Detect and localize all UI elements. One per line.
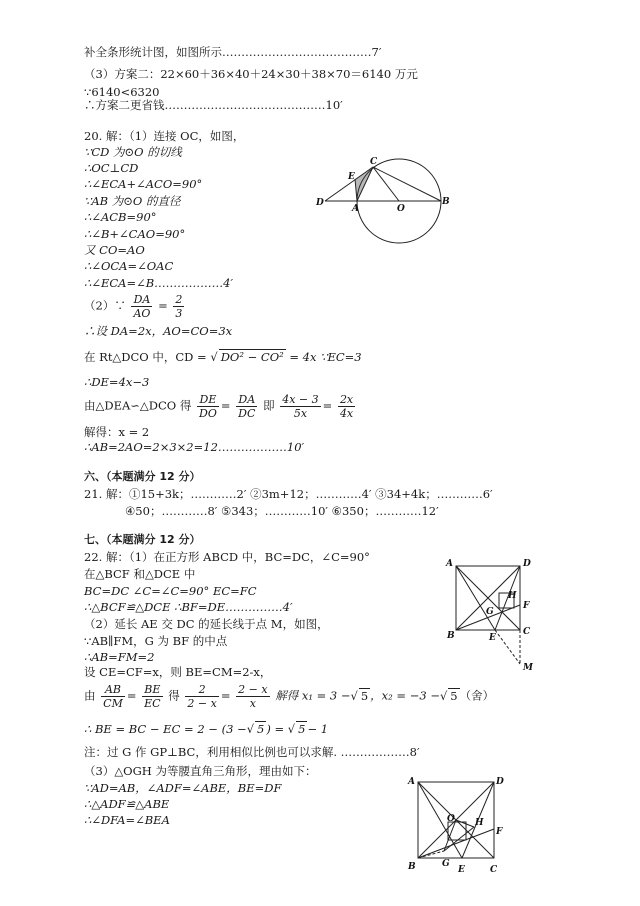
label: G <box>442 859 450 869</box>
label: F <box>523 601 530 611</box>
question-20-heading: 20. 解：（1）连接 OC，如图， <box>84 129 245 143</box>
section-7-heading: 七、（本题满分 12 分） <box>84 533 201 546</box>
text-line: ∴∠OCA=∠OAC <box>84 259 174 273</box>
label: A <box>446 559 453 569</box>
label: H <box>475 818 484 828</box>
similar-triangles-line: 由△DEA∽△DCO 得 $\frac{DE}{DO}$ = $\frac{DA}{DC}$ 即 $\frac{4x - 3}{5x}$ = $\frac{2x}{4x}$ <box>84 393 354 420</box>
label: O <box>447 814 455 824</box>
dashed-extension <box>495 630 520 664</box>
text-line: 又 CO=AO <box>84 243 145 257</box>
label: E <box>458 865 465 875</box>
text-line: 补全条形统计图，如图所示…………………………………7′ <box>84 45 382 59</box>
label: B <box>408 862 416 872</box>
segment <box>456 820 474 827</box>
ratio-line: （2）∵ $\frac{DA}{AO}$ = $\frac{2}{3}$ <box>84 293 183 320</box>
text-line: ∵AB 为⊙O 的直径 <box>84 194 181 208</box>
text-line: ∴设 DA=2x，AO=CO=3x <box>84 324 233 338</box>
label: C <box>523 627 531 637</box>
text-line: 注：过 G 作 GP⊥BC，利用相似比例也可以求解. ………………8′ <box>84 745 420 759</box>
text-line: 在△BCF 和△DCE 中 <box>84 567 196 581</box>
label: M <box>523 663 533 673</box>
label: H <box>508 591 517 601</box>
text-line: ∴∠DFA=∠BEA <box>84 813 170 827</box>
figure-circle-tangent <box>310 150 470 250</box>
segment <box>373 167 441 201</box>
label: D <box>496 777 504 787</box>
text-line: ∵AB∥FM，G 为 BF 的中点 <box>84 634 228 648</box>
segment <box>456 566 495 630</box>
label: O <box>397 204 405 214</box>
text-line: ∴∠ACB=90° <box>84 210 157 224</box>
text-line: ④50；…………8′ ⑤343；…………10′ ⑥350；…………12′ <box>125 504 439 518</box>
shaded-triangle <box>355 167 373 201</box>
text-line: ∴∠ECA+∠ACO=90° <box>84 177 203 191</box>
text-line: ∴△BCF≌△DCE ∴BF=DE……………4′ <box>84 600 293 614</box>
text-line: ∵6140<6320 <box>84 85 160 99</box>
text-line: ∴∠ECA=∠B………………4′ <box>84 276 234 290</box>
text-line: ∴AB=FM=2 <box>84 650 155 664</box>
text-line: 解得：x = 2 <box>84 425 150 439</box>
text-line: ∵AD=AB，∠ADF=∠ABE，BE=DF <box>84 781 282 795</box>
solve-line: 由 $\frac{AB}{CM}$ = $\frac{BE}{EC}$ 得 $\frac{2}{2 - x}$ = $\frac{2 - x}{x}$ 解得 x₁ = 3 −√ 5 ，x₂ = −3 −√ 5 （舍） <box>84 683 495 710</box>
label: B <box>442 197 450 207</box>
text-line: ∴OC⊥CD <box>84 161 139 175</box>
label: C <box>370 157 378 167</box>
text-line: ∴∠B+∠CAO=90° <box>84 227 186 241</box>
label: C <box>490 865 498 875</box>
text-line: 22. 解：（1）在正方形 ABCD 中，BC=DC，∠C=90° <box>84 550 370 564</box>
text-line: BC=DC ∠C=∠C=90° EC=FC <box>84 584 257 598</box>
label: D <box>523 559 531 569</box>
section-6-heading: 六、（本题满分 12 分） <box>84 470 201 483</box>
pythagoras-line: 在 Rt△DCO 中，CD = √ DO² − CO² = 4x ∵EC=3 <box>84 350 362 364</box>
text-line: ∴AB=2AO=2×3×2=12………………10′ <box>84 440 305 454</box>
text-line: （3）方案二：22×60＋36×40＋24×30＋38×70＝6140 万元 <box>84 67 418 81</box>
segment <box>373 167 399 201</box>
text-line: （3）△OGH 为等腰直角三角形，理由如下： <box>84 764 317 778</box>
text-line: ∴方案二更省钱……………………………………10′ <box>84 98 343 112</box>
label: D <box>316 198 324 208</box>
text-line: 设 CE=CF=x，则 BE=CM=2-x， <box>84 665 272 679</box>
label: B <box>447 631 455 641</box>
label: E <box>489 633 496 643</box>
label: A <box>408 777 415 787</box>
text-line: 21. 解：①15+3k；…………2′ ②3m+12；…………4′ ③34+4k；…………6′ <box>84 487 493 501</box>
text-line: ∵CD 为⊙O 的切线 <box>84 145 182 159</box>
figure-square-extension <box>444 556 544 676</box>
be-value-line: ∴ BE = BC − EC = 2 − (3 −√ 5 ) = √ 5 − 1 <box>84 722 329 736</box>
segment <box>418 829 494 858</box>
label: F <box>496 827 503 837</box>
text-line: ∴△ADF≌△ABE <box>84 797 170 811</box>
text-line: ∴DE=4x−3 <box>84 375 150 389</box>
label: A <box>352 204 359 214</box>
label: E <box>348 172 355 182</box>
figure-square-ogh <box>404 772 514 882</box>
label: G <box>486 607 494 617</box>
text-line: （2）延长 AE 交 DC 的延长线于点 M，如图， <box>84 617 329 631</box>
